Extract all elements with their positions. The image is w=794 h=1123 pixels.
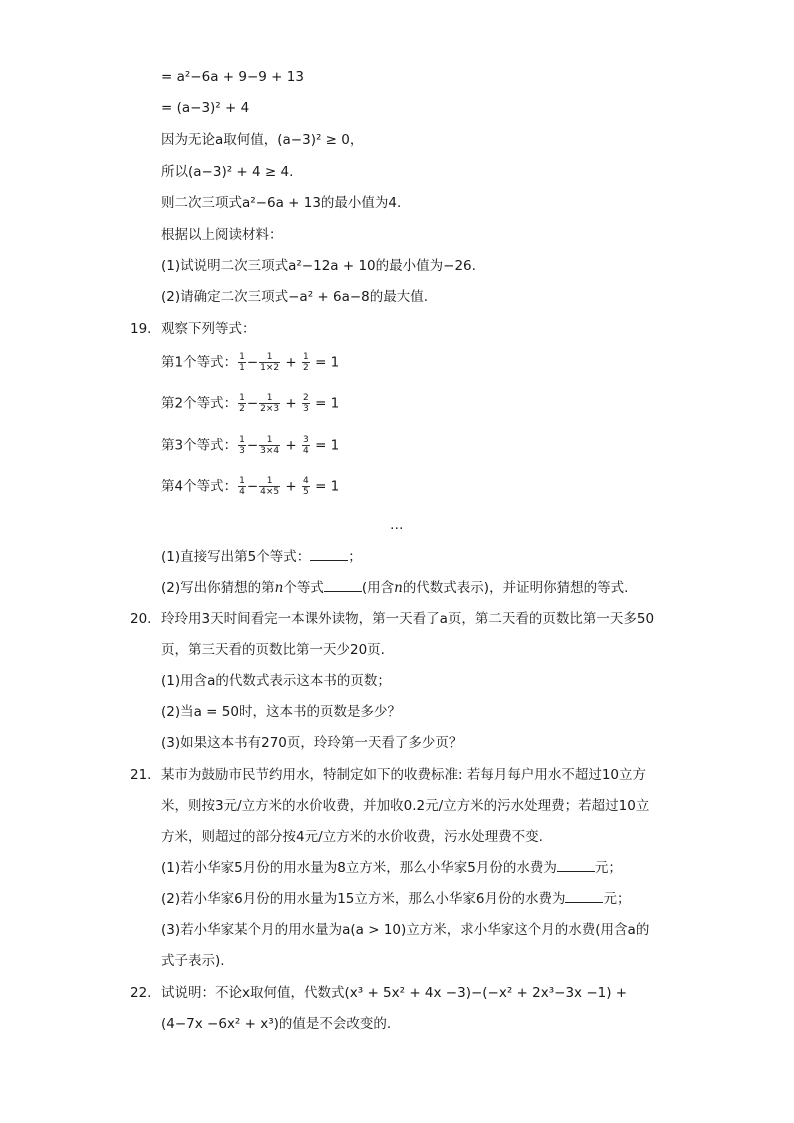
question-21-text-1: 某市为鼓励市民节约用水，特制定如下的收费标准: 若每月每户用水不超过10立方 [161, 767, 647, 783]
question-22-text-2: (4−7x −6x² + x³)的值是不会改变的. [161, 1016, 392, 1032]
fraction: $\frac{3}{4}$ [303, 435, 309, 456]
fraction: $\frac{1}{4\times 5}$ [260, 476, 280, 497]
answer-blank[interactable] [565, 890, 603, 903]
question-20-part-2: (2)当a = 50时，这本书的页数是多少？ [161, 704, 401, 720]
question-20-text-1: 玲玲用3天时间看完一本课外读物，第一天看了a页，第二天看的页数比第一天多50 [161, 611, 655, 627]
fraction: $\frac{1}{2}$ [303, 352, 309, 373]
fraction: $\frac{1}{4}$ [239, 476, 245, 497]
ellipsis: … [390, 517, 404, 533]
question-21-text-2: 米，则按3元/立方米的水价收费，并加收0.2元/立方米的污水处理费；若超过10立 [161, 798, 650, 814]
equation-1: 第1个等式： $\frac{1}{1}$ − $\frac{1}{1\times 2}$ + $\frac{1}{2}$ = 1 [161, 352, 340, 373]
equation-prefix: 第4个等式： [161, 478, 238, 495]
question-19-title: 观察下列等式： [161, 321, 256, 337]
instruction-line: 根据以上阅读材料： [161, 227, 283, 243]
equation-prefix: 第1个等式： [161, 354, 238, 371]
fraction: $\frac{1}{1}$ [239, 352, 245, 373]
equation-3: 第3个等式： $\frac{1}{3}$ − $\frac{1}{3\times 4}$ + $\frac{3}{4}$ = 1 [161, 435, 340, 456]
derivation-line-1: = a²−6a + 9−9 + 13 [161, 69, 304, 85]
question-21-part-2: (2)若小华家6月份的用水量为15立方米，那么小华家6月份的水费为 元； [161, 891, 631, 907]
question-19-number: 19. [130, 321, 152, 337]
question-19-part-1: (1)直接写出第5个等式： ； [161, 549, 362, 565]
fraction: $\frac{1}{3}$ [239, 435, 245, 456]
question-21-text-3: 方米，则超过的部分按4元/立方米的水价收费，污水处理费不变. [161, 829, 543, 845]
question-20-part-1: (1)用含a的代数式表示这本书的页数； [161, 673, 391, 689]
part-1-text: (1)试说明二次三项式a²−12a + 10的最小值为−26. [161, 258, 476, 274]
equation-2: 第2个等式： $\frac{1}{2}$ − $\frac{1}{2\times 3}$ + $\frac{2}{3}$ = 1 [161, 393, 340, 414]
question-21-part-1: (1)若小华家5月份的用水量为8立方米，那么小华家5月份的水费为 元； [161, 860, 622, 876]
question-20-text-2: 页，第三天看的页数比第一天少20页. [161, 642, 385, 658]
fraction: $\frac{2}{3}$ [303, 393, 309, 414]
question-22-number: 22. [130, 985, 152, 1001]
question-22-text-1: 试说明：不论x取何值，代数式(x³ + 5x² + 4x −3)−(−x² + 2x³−3x −1) + [161, 985, 628, 1001]
question-20-part-3: (3)如果这本书有270页，玲玲第一天看了多少页？ [161, 735, 463, 751]
question-21-number: 21. [130, 767, 152, 783]
fraction: $\frac{1}{1\times 2}$ [260, 352, 280, 373]
answer-blank[interactable] [310, 548, 348, 561]
question-21-part-3-cont: 式子表示). [161, 953, 225, 969]
question-20-number: 20. [130, 611, 152, 627]
derivation-line-3: 因为无论a取何值，(a−3)² ≥ 0， [161, 132, 364, 148]
fraction: $\frac{4}{5}$ [303, 476, 309, 497]
fraction: $\frac{1}{2\times 3}$ [260, 393, 280, 414]
conclusion-line: 则二次三项式a²−6a + 13的最小值为4. [161, 195, 402, 211]
fraction: $\frac{1}{2}$ [239, 393, 245, 414]
equation-prefix: 第2个等式： [161, 395, 238, 412]
question-21-part-3: (3)若小华家某个月的用水量为a(a > 10)立方米，求小华家这个月的水费(用含a的 [161, 922, 650, 938]
derivation-line-4: 所以(a−3)² + 4 ≥ 4. [161, 164, 294, 180]
part-2-text: (2)请确定二次三项式−a² + 6a−8的最大值. [161, 289, 429, 305]
question-19-part-2: (2)写出你猜想的第n个等式 (用含n的代数式表示)，并证明你猜想的等式. [161, 580, 629, 596]
fraction: $\frac{1}{3\times 4}$ [260, 435, 280, 456]
equation-prefix: 第3个等式： [161, 437, 238, 454]
derivation-line-2: = (a−3)² + 4 [161, 100, 250, 116]
answer-blank[interactable] [324, 579, 362, 592]
answer-blank[interactable] [557, 859, 595, 872]
equation-4: 第4个等式： $\frac{1}{4}$ − $\frac{1}{4\times 5}$ + $\frac{4}{5}$ = 1 [161, 476, 340, 497]
